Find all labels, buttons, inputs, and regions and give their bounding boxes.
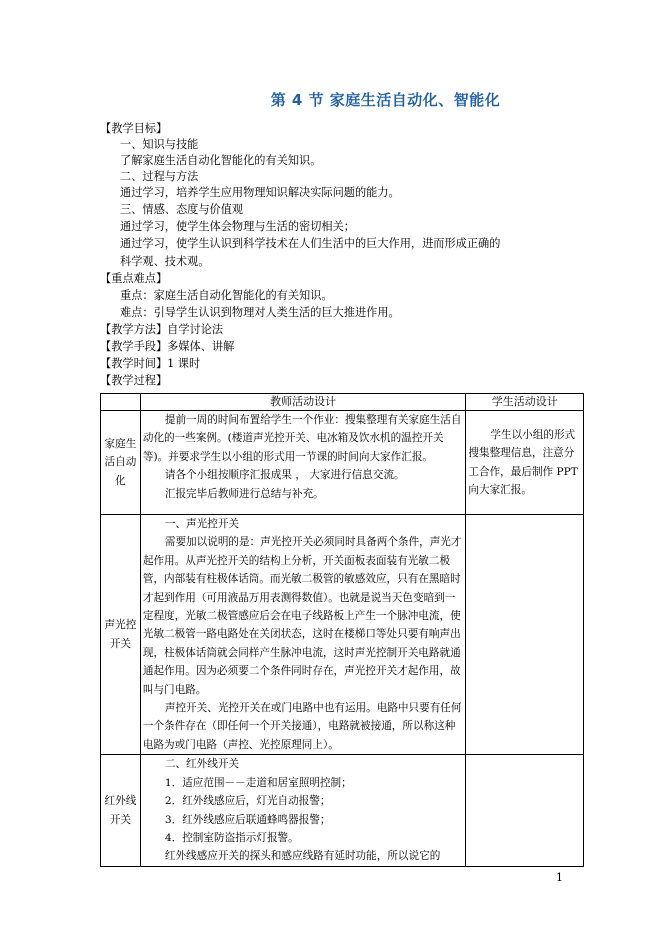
section-heading-objectives: 【教学目标】 <box>100 122 168 135</box>
lesson-process-table <box>100 393 584 867</box>
teacher-activity-cell <box>140 411 466 515</box>
list-item: 2．红外线感应后，灯光自动报警； <box>164 795 331 808</box>
paragraph: 需要加以说明的是：声光控开关必须同时具备两个条件，声光才起作用。从声光控开关的结构上分析，开关面板表面装有光敏二极管，内部装有柱极体话筒。而光敏二极管的敏感效应，只有在黑暗时才起到作用（可用液晶万用表测得数值）。也就是说当天色变暗到一定程度，光敏二极管感应后会在电子线路板上产生一个脉冲电流，使光敏二极管一路电路处在关闭状态，这时在楼梯口等处只要有响声出现，柱极体话筒就会同样产生脉冲电流，这时声光控制开关电路就通通起作用。因为必须要二个条件同时存在，声光控开关才起作用，故叫与门电路。 <box>142 536 462 696</box>
table-row <box>101 411 584 515</box>
paragraph: 声控开关、光控开关在或门电路中也有运用。电路中只要有任何一个条件存在（即任何一个开关接通），电路就被接通，所以称这种电路为或门电路（声控、光控原理同上）。 <box>142 702 462 751</box>
student-activity-cell <box>466 755 584 866</box>
page-title: 第 4 节 家庭生活自动化、智能化 <box>270 91 501 109</box>
text-line: 通过学习，使学生认识到科学技术在人们生活中的巨大作用，进而形成正确的 <box>120 237 501 250</box>
section-heading-time: 【教学时间】1 课时 <box>100 357 201 370</box>
row-label: 红外线开关 <box>101 755 141 866</box>
header-cell-empty <box>101 394 141 411</box>
paragraph: 汇报完毕后教师进行总结与补充。 <box>164 487 324 500</box>
paragraph: 二、红外线开关 <box>164 758 240 771</box>
list-item: 4．控制室防盗指示灯报警。 <box>164 831 299 844</box>
text-line: 通过学习，使学生体会物理与生活的密切相关； <box>120 220 355 233</box>
student-activity-cell <box>466 411 584 515</box>
paragraph: 请各个小组按顺序汇报成果 ， 大家进行信息交流。 <box>164 469 405 482</box>
paragraph: 学生以小组的形式搜集整理信息，注意分工合作，最后制作 PPT 向大家汇报。 <box>468 428 578 496</box>
text-line: 了解家庭生活自动化智能化的有关知识。 <box>120 154 322 167</box>
section-heading-means: 【教学手段】多媒体、讲解 <box>100 340 235 353</box>
page-number: 1 <box>556 871 563 884</box>
teacher-activity-cell <box>140 755 466 866</box>
subheading: 一、知识与技能 <box>120 138 199 151</box>
subheading: 二、过程与方法 <box>120 170 199 183</box>
student-activity-cell <box>466 515 584 755</box>
text-line: 科学观、技术观。 <box>120 255 210 268</box>
subheading: 三、情感、态度与价值观 <box>120 203 244 216</box>
table-row <box>101 515 584 755</box>
paragraph: 一、声光控开关 <box>164 518 240 530</box>
row-label: 家庭生活自动化 <box>101 411 141 515</box>
section-heading-process: 【教学过程】 <box>100 374 168 387</box>
table-row <box>101 755 584 866</box>
table-header-row <box>101 394 584 411</box>
header-cell-teacher: 教师活动设计 <box>140 394 466 411</box>
text-line: 重点：家庭生活自动化智能化的有关知识。 <box>120 289 333 302</box>
teacher-activity-cell <box>140 515 466 755</box>
section-heading-key-points: 【重点难点】 <box>100 272 168 285</box>
text-line: 难点：引导学生认识到物理对人类生活的巨大推进作用。 <box>120 306 400 319</box>
list-item: 1．适应范围－－走道和居室照明控制； <box>164 776 352 789</box>
row-label: 声光控开关 <box>101 515 141 755</box>
list-item: 3．红外线感应后联通蜂鸣器报警； <box>164 813 331 826</box>
text-line: 通过学习，培养学生应用物理知识解决实际问题的能力。 <box>120 186 400 199</box>
paragraph: 红外线感应开关的探头和感应线路有延时功能，所以说它的 <box>164 850 441 863</box>
header-cell-student: 学生活动设计 <box>466 394 584 411</box>
paragraph: 提前一周的时间布置给学生一个作业：搜集整理有关家庭生活自动化的一些案例。(楼道声光控开关、电冰箱及饮水机的温控开关等)。并要求学生以小组的形式用一节课的时间向大家作汇报。 <box>142 414 462 463</box>
section-heading-method: 【教学方法】自学讨论法 <box>100 323 224 336</box>
